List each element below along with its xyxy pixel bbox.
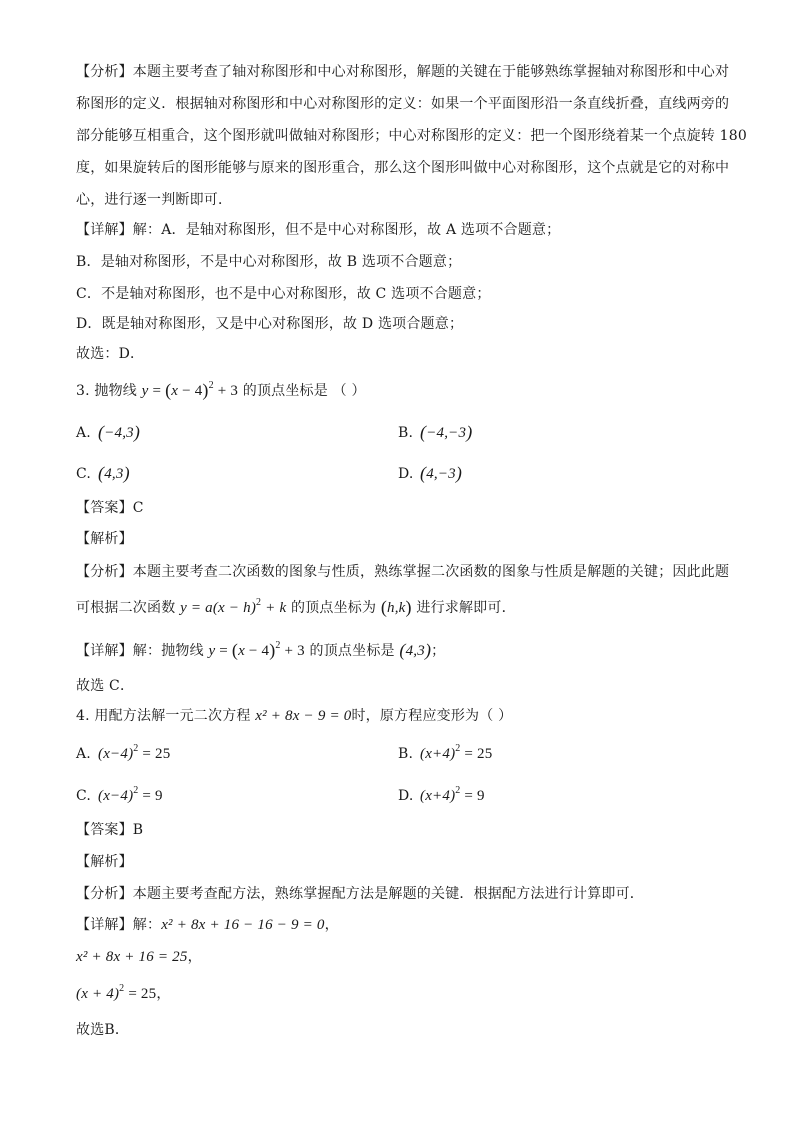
q4-step-line: x² + 8x + 16 = 25， xyxy=(76,949,202,965)
q3-answer: 【答案】C xyxy=(76,500,144,516)
parabola-equation: $y = (x - 4)^2 + 3$ xyxy=(141,380,239,400)
q4-detail-line: 【详解】解：x² + 8x + 16 − 16 − 9 = 0， xyxy=(76,917,339,933)
q3-option-d: D. (4,−3) xyxy=(398,463,463,483)
analysis-line: 心，进行逐一判断即可． xyxy=(76,192,233,208)
analysis-line: 部分能够互相重合，这个图形就叫做轴对称图形；中心对称图形的定义：把一个图形绕着某一个点旋转 180 xyxy=(76,128,747,144)
q3-option-c: C. (4,3) xyxy=(76,463,130,483)
analysis-line: 【分析】本题主要考查了轴对称图形和中心对称图形，解题的关键在于能够熟练掌握轴对称图形和中心对 xyxy=(76,64,730,80)
detail-line: C．不是轴对称图形，也不是中心对称图形，故 C 选项不合题意； xyxy=(76,286,491,302)
detail-line: 【详解】解：A．是轴对称图形，但不是中心对称图形，故 A 选项不合题意； xyxy=(76,222,561,238)
q3-option-a: A. (−4,3) xyxy=(76,422,141,442)
q4-option-b: B. $(x+4)^2 = 25$ xyxy=(398,743,493,762)
q4-option-c: C. $(x-4)^2 = 9$ xyxy=(76,785,163,804)
q4-step-line: $(x + 4)^2 = 25$， xyxy=(76,983,171,1002)
q3-analysis-line: 可根据二次函数 $y = a(x - h)^2 + k$ 的顶点坐标为 (h,k) 进行求解即可． xyxy=(76,597,516,617)
analysis-line: 称图形的定义．根据轴对称图形和中心对称图形的定义：如果一个平面图形沿一条直线折叠，直线两旁的 xyxy=(76,96,730,112)
q4-option-d: D. $(x+4)^2 = 9$ xyxy=(398,785,485,804)
q4-analysis-line: 【分析】本题主要考查配方法，熟练掌握配方法是解题的关键．根据配方法进行计算即可． xyxy=(76,886,644,902)
choice-line: 故选：D． xyxy=(76,346,145,362)
q4-jiexi: 【解析】 xyxy=(76,854,133,870)
q4-option-a: A. $(x-4)^2 = 25$ xyxy=(76,743,171,762)
detail-line: B．是轴对称图形，不是中心对称图形，故 B 选项不合题意； xyxy=(76,254,462,270)
detail-line: D．既是轴对称图形，又是中心对称图形，故 D 选项合题意； xyxy=(76,316,464,332)
q3-choice: 故选 C． xyxy=(76,678,135,694)
question-3-stem: 3. 抛物线 $y = (x - 4)^2 + 3$ 的顶点坐标是 （ ） xyxy=(76,380,366,400)
question-4-stem: 4. 用配方法解一元二次方程 x² + 8x − 9 = 0时，原方程应变形为（ ） xyxy=(76,708,513,724)
analysis-line: 度，如果旋转后的图形能够与原来的图形重合，那么这个图形叫做中心对称图形，这个点就是它的对称中 xyxy=(76,160,730,176)
vertex-form-equation: $y = a(x - h)^2 + k$ xyxy=(180,597,287,616)
q4-answer: 【答案】B xyxy=(76,822,144,838)
q3-option-b: B. (−4,−3) xyxy=(398,422,473,442)
q3-detail-line: 【详解】解：抛物线 $y = (x - 4)^2 + 3$ 的顶点坐标是 (4,3)； xyxy=(76,640,446,660)
q4-choice: 故选B． xyxy=(76,1022,130,1038)
q3-jiexi: 【解析】 xyxy=(76,531,133,547)
q3-analysis-line: 【分析】本题主要考查二次函数的图象与性质，熟练掌握二次函数的图象与性质是解题的关键；因此此题 xyxy=(76,564,730,580)
